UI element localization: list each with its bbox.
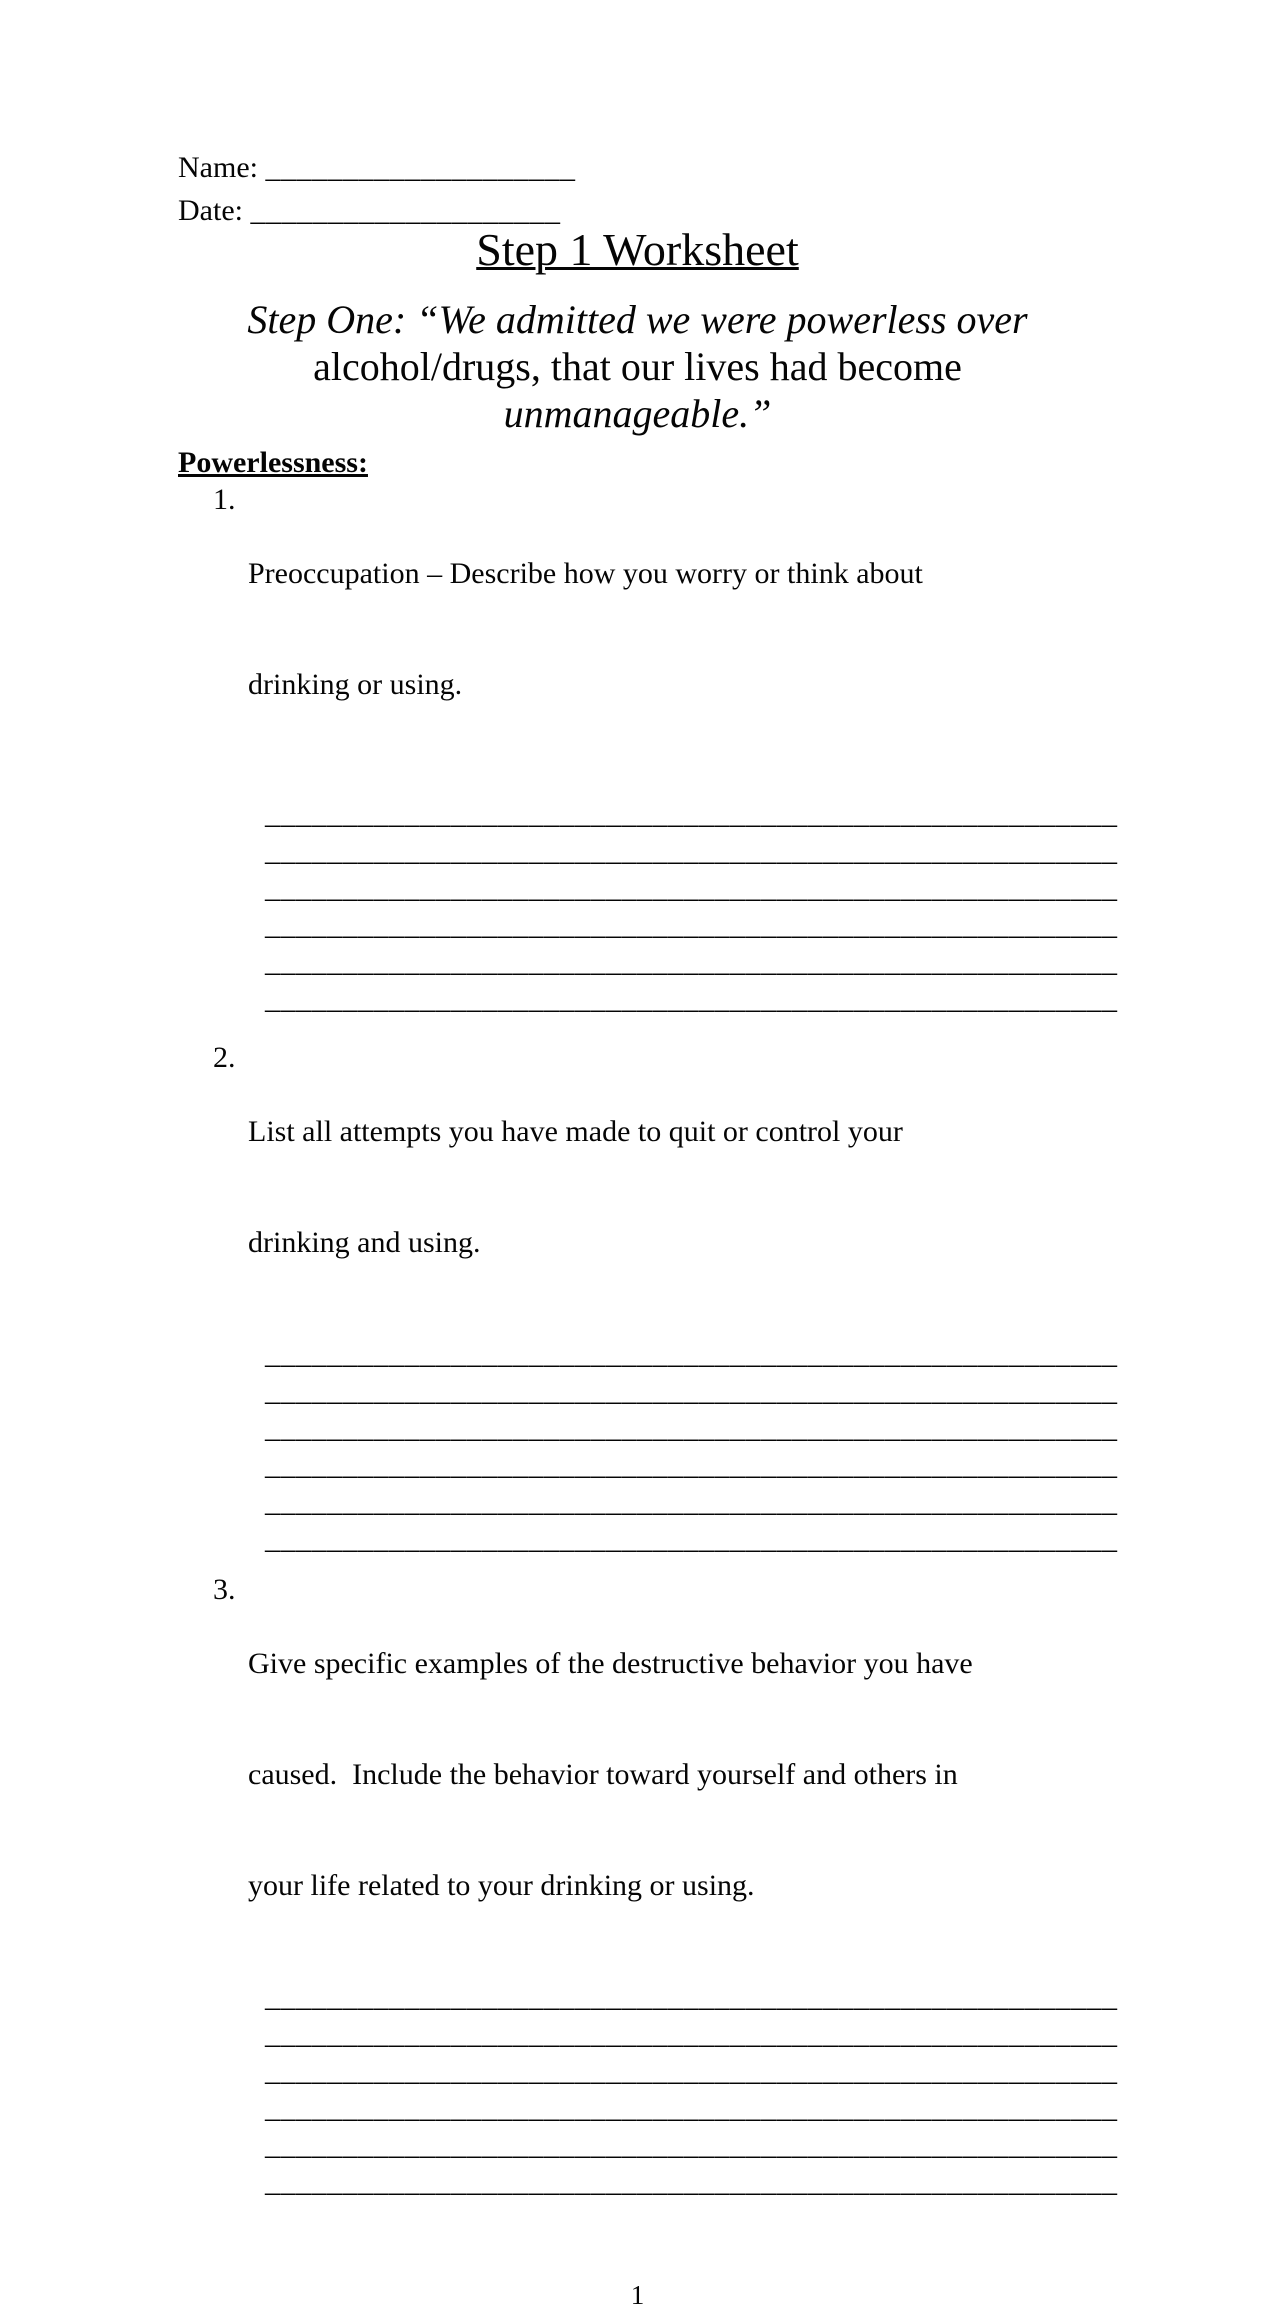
answer-line: _______________________________________________________	[265, 2128, 1118, 2161]
question-1-number: 1.	[213, 483, 236, 516]
question-2-number: 2.	[213, 1041, 236, 1074]
date-label: Date:	[178, 194, 243, 227]
answer-line: _______________________________________________________	[265, 1448, 1118, 1481]
answer-line: _______________________________________________________	[265, 1522, 1118, 1555]
question-2-answer-lines	[265, 1335, 1118, 1557]
question-3-text-line: caused. Include the behavior toward yourself and others in	[248, 1758, 958, 1791]
answer-line: _______________________________________________________	[265, 834, 1118, 867]
question-2-text	[248, 1039, 903, 1335]
step-one-quote	[178, 296, 1097, 437]
question-1-text-line: drinking or using.	[248, 668, 463, 701]
quote-line-2: alcohol/drugs, that our lives had become	[313, 344, 962, 389]
quote-line-1: Step One: “We admitted we were powerless over	[247, 297, 1028, 342]
answer-line: _______________________________________________________	[265, 1411, 1118, 1444]
question-3-text-line: your life related to your drinking or using.	[248, 1869, 755, 1902]
question-1	[178, 481, 1118, 1017]
question-3-number: 3.	[213, 1573, 236, 1606]
question-3-answer-lines	[265, 1978, 1118, 2200]
answer-line: _______________________________________________________	[265, 908, 1118, 941]
answer-line: _______________________________________________________	[265, 797, 1118, 830]
name-label: Name:	[178, 151, 258, 184]
date-blank-line: ____________________	[250, 194, 561, 227]
question-1-answer-lines	[265, 795, 1118, 1017]
question-3-text	[248, 1571, 973, 1978]
question-2-text-line: List all attempts you have made to quit or control your	[248, 1115, 903, 1148]
answer-line: _______________________________________________________	[265, 2165, 1118, 2198]
question-2	[178, 1039, 1118, 1557]
question-3	[178, 1571, 1118, 2200]
name-row	[178, 146, 1097, 189]
question-3-body	[178, 1571, 1097, 1978]
name-blank-line: ____________________	[265, 151, 576, 184]
question-1-text-line: Preoccupation – Describe how you worry or think about	[248, 557, 923, 590]
page-number: 1	[630, 2280, 645, 2310]
question-1-text	[248, 481, 923, 777]
answer-line: _______________________________________________________	[265, 1337, 1118, 1370]
answer-line: _______________________________________________________	[265, 2054, 1118, 2087]
answer-line: _______________________________________________________	[265, 871, 1118, 904]
powerlessness-heading: Powerlessness:	[178, 446, 368, 479]
answer-line: _______________________________________________________	[265, 982, 1118, 1015]
quote-line-3: unmanageable.”	[503, 391, 772, 436]
question-2-body	[178, 1039, 1097, 1335]
answer-line: _______________________________________________________	[265, 945, 1118, 978]
page-title-text: Step 1 Worksheet	[476, 224, 799, 275]
answer-line: _______________________________________________________	[265, 1980, 1118, 2013]
question-1-body	[178, 481, 1097, 777]
answer-line: _______________________________________________________	[265, 1485, 1118, 1518]
answer-line: _______________________________________________________	[265, 2017, 1118, 2050]
answer-line: _______________________________________________________	[265, 2091, 1118, 2124]
answer-line: _______________________________________________________	[265, 1374, 1118, 1407]
question-3-text-line: Give specific examples of the destructive behavior you have	[248, 1647, 973, 1680]
question-2-text-line: drinking and using.	[248, 1226, 481, 1259]
